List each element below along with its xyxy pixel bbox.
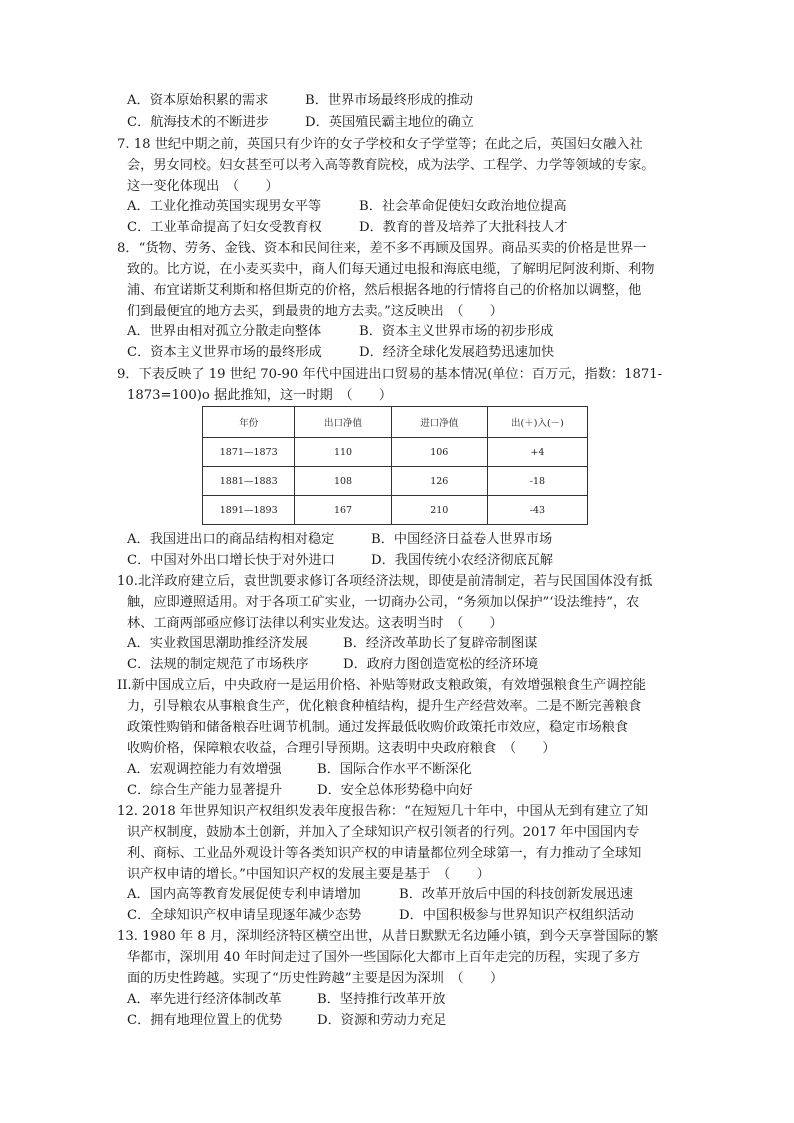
q9-option-b[interactable]: B．中国经济日益卷人世界市场 [371, 532, 553, 547]
q8-option-b[interactable]: B．资本主义世界市场的初步形成 [359, 324, 554, 339]
q13-line-3: 面的历史性跨越。实现了“历史性跨越”主要是因为深圳 （ ） [127, 971, 504, 986]
q12-line-3: 利、商标、工业品外观设计等各类知识产权的申请量都位列全球第一，有力推动了全球知 [127, 846, 642, 861]
q6-option-b[interactable]: B．世界市场最终形成的推动 [305, 93, 473, 108]
q13-line-1: 13. 1980 年 8 月，深圳经济特区横空出世，从昔日默默无名边陲小镇，到今天享誉国际的繁 [117, 929, 659, 944]
q10-option-a[interactable]: A．实业救国思潮助推经济发展 [127, 636, 308, 651]
q8-options-row-2 [127, 342, 554, 363]
q9-options-row-2 [127, 550, 553, 571]
q7-options-row-2 [127, 217, 567, 238]
q11-option-a[interactable]: A．宏观调控能力有效增强 [127, 762, 282, 777]
q10-options-row-2 [127, 654, 538, 675]
q6-option-a[interactable]: A．资本原始积累的需求 [127, 93, 269, 108]
q10-line-3: 林、工商两部亟应修订法律以利实业发达。这表明当时 （ ） [127, 616, 503, 631]
table-cell: 210 [391, 496, 487, 525]
q13-option-b[interactable]: B．坚持推行改革开放 [317, 992, 446, 1007]
q8-option-c[interactable]: C．资本主义世界市场的最终形成 [127, 345, 322, 360]
q11-option-b[interactable]: B．国际合作水平不断深化 [317, 762, 472, 777]
table-cell: 126 [391, 467, 487, 496]
q8-line-1: 8．“货物、劳务、金钱、资本和民间往来，差不多不再顾及国界。商品买卖的价格是世界一 [117, 241, 647, 256]
table-cell: 1891—1893 [203, 496, 295, 525]
q12-option-b[interactable]: B．改革开放后中国的科技创新发展迅速 [399, 887, 633, 902]
table-cell: 167 [295, 496, 391, 525]
q11-options-row-1 [127, 759, 472, 780]
q11-line-1: II.新中国成立后，中央政府一是运用价格、补贴等财政支粮政策，有效增强粮食生产调控能 [117, 678, 646, 693]
q7-option-b[interactable]: B．社会革命促使妇女政治地位提高 [359, 199, 567, 214]
question-13 [117, 926, 677, 989]
table-row [203, 438, 588, 467]
q12-option-a[interactable]: A．国内高等教育发展促使专利申请增加 [127, 887, 361, 902]
q10-option-b[interactable]: B．经济改革助长了复辟帝制图谋 [343, 636, 538, 651]
q8-line-3: 浦、布宜诺斯艾利斯和格但斯克的价格，然后根据各地的行情将自己的价格加以调整，他 [127, 283, 642, 298]
q6-option-d[interactable]: D．英国殖民霸主地位的确立 [305, 115, 474, 130]
table-row [203, 496, 588, 525]
q11-options-row-2 [127, 780, 473, 801]
q12-line-2: 识产权制度，鼓励本土创新，并加入了全球知识产权引领者的行列。2017 年中国国内专 [127, 825, 640, 840]
table-header-cell: 年份 [203, 407, 295, 438]
table-header-cell: 进口净值 [391, 407, 487, 438]
q9-line-1: 9．下表反映了 19 世纪 70-90 年代中国进出口贸易的基本情况(单位：百万元，指数：1871- [117, 367, 663, 382]
trade-table [202, 406, 588, 525]
q10-line-1: 10.北洋政府建立后，袁世凯要求修订各项经济法规，即使是前清制定，若与民国国体没有抵 [117, 574, 653, 589]
table-row [203, 467, 588, 496]
q11-line-4: 收购价格，保障粮农收益，合理引导预期。这表明中央政府粮食 （ ） [127, 741, 556, 756]
q11-option-d[interactable]: D．安全总体形势稳中向好 [317, 783, 473, 798]
q8-option-a[interactable]: A．世界由相对孤立分散走向整体 [127, 324, 322, 339]
table-header-cell: 出口净值 [295, 407, 391, 438]
q11-line-2: 力，引导粮农从事粮食生产，优化粮食种植结构，提升生产经营效率。二是不断完善粮食 [127, 699, 642, 714]
q12-line-4: 识产权申请的增长。”中国知识产权的发展主要是基于 （ ） [127, 867, 490, 882]
q7-line-2: 会，男女同校。妇女甚至可以考入高等教育院校，成为法学、工程学、力学等领域的专家。 [127, 158, 655, 173]
q9-line-2: 1873=100)o 据此推知，这一时期 （ ） [127, 388, 393, 403]
q13-option-d[interactable]: D．资源和劳动力充足 [317, 1013, 447, 1028]
q13-option-a[interactable]: A．率先进行经济体制改革 [127, 992, 282, 1007]
question-10 [117, 571, 677, 634]
q7-options-row-1 [127, 196, 567, 217]
q10-option-d[interactable]: D．政府力图创造宽松的经济环境 [343, 657, 539, 672]
table-cell: 110 [295, 438, 391, 467]
table-cell: -43 [487, 496, 587, 525]
q10-options-row-1 [127, 633, 537, 654]
table-cell: 106 [391, 438, 487, 467]
question-11 [117, 675, 677, 759]
q7-option-c[interactable]: C．工业革命提高了妇女受教育权 [127, 220, 322, 235]
q12-option-d[interactable]: D．中国积极参与世界知识产权组织活动 [399, 908, 634, 923]
q12-option-c[interactable]: C．全球知识产权申请呈现逐年减少态势 [127, 908, 362, 923]
q9-option-a[interactable]: A．我国进出口的商品结构相对稳定 [127, 532, 335, 547]
q8-options-row-1 [127, 321, 553, 342]
table-header-cell: 出(＋)入(－) [487, 407, 587, 438]
table-cell: -18 [487, 467, 587, 496]
q6-option-c[interactable]: C．航海技术的不断进步 [127, 115, 269, 130]
q10-line-2: 触，应即遵照适用。对于各项工矿实业，一切商办公司，“务须加以保护”‘设法维持”，农 [127, 595, 640, 610]
q11-line-3: 政策性购销和储备粮吞吐调节机制。通过发挥最低收购价政策托市效应，稳定市场粮食 [127, 720, 629, 735]
table-cell: 1881—1883 [203, 467, 295, 496]
q9-options-row-1 [127, 529, 552, 550]
q8-option-d[interactable]: D．经济全球化发展趋势迅速加快 [359, 345, 555, 360]
question-8 [117, 238, 677, 322]
q7-line-3: 这一变化体现出 （ ） [127, 179, 279, 194]
q10-option-c[interactable]: C．法规的制定规范了市场秩序 [127, 657, 309, 672]
table-cell: 1871—1873 [203, 438, 295, 467]
q9-option-d[interactable]: D．我国传统小农经济彻底瓦解 [371, 553, 554, 568]
table-cell: 108 [295, 467, 391, 496]
q7-line-1: 7. 18 世纪中期之前，英国只有少许的女子学校和女子学堂等；在此之后，英国妇女融入社 [117, 137, 643, 152]
q13-options-row-1 [127, 989, 445, 1010]
q6-options-row-2 [127, 112, 474, 133]
q8-line-4: 们到最便宜的地方去买，到最贵的地方去卖。”这反映出 （ ） [127, 304, 503, 319]
q11-option-c[interactable]: C．综合生产能力显著提升 [127, 783, 283, 798]
q12-options-row-2 [127, 905, 634, 926]
q13-options-row-2 [127, 1010, 446, 1031]
q7-option-d[interactable]: D．教育的普及培养了大批科技人才 [359, 220, 568, 235]
q8-line-2: 致的。比方说，在小麦买卖中，商人们每天通过电报和海底电缆，了解明尼阿波利斯、利物 [127, 262, 655, 277]
question-7 [117, 134, 677, 197]
table-header-row [203, 407, 588, 438]
q13-option-c[interactable]: C．拥有地理位置上的优势 [127, 1013, 283, 1028]
q12-options-row-1 [127, 884, 633, 905]
q9-option-c[interactable]: C．中国对外出口增长快于对外进口 [127, 553, 335, 568]
q7-option-a[interactable]: A．工业化推动英国实现男女平等 [127, 199, 322, 214]
question-9 [117, 364, 677, 406]
q13-line-2: 华都市，深圳用 40 年时间走过了国外一些国际化大都市上百年走完的历程，实现了多方 [127, 950, 641, 965]
question-12 [117, 801, 677, 885]
q12-line-1: 12. 2018 年世界知识产权组织发表年度报告称：“在短短几十年中，中国从无到有建立了知 [117, 804, 649, 819]
table-cell: +4 [487, 438, 587, 467]
q6-options-row-1 [127, 90, 473, 111]
